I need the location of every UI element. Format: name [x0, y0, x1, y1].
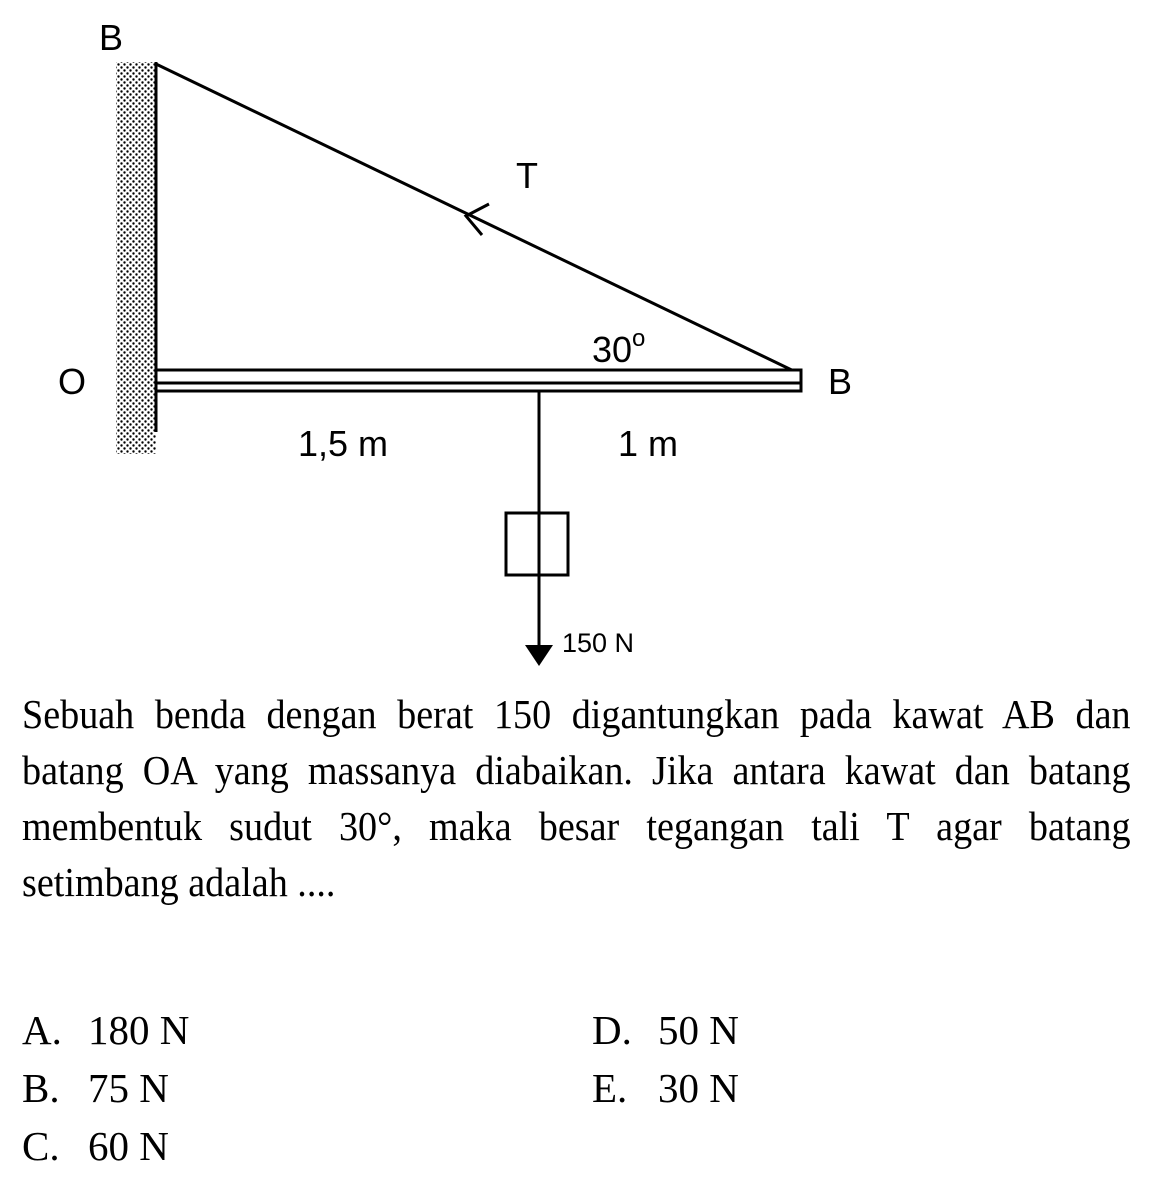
- weight-block: [506, 513, 568, 575]
- option-c[interactable]: [22, 1123, 169, 1169]
- option-letter: A.: [22, 1007, 62, 1053]
- option-letter: B.: [22, 1065, 60, 1111]
- option-b[interactable]: [22, 1065, 169, 1111]
- rod-oa: [156, 370, 801, 391]
- label-right-segment: 1 m: [618, 423, 679, 464]
- option-d[interactable]: [592, 1007, 739, 1053]
- wire-ab: [156, 64, 800, 374]
- option-letter: E.: [592, 1065, 628, 1111]
- label-left-segment: 1,5 m: [298, 423, 389, 464]
- label-angle: 30$^o$: [592, 325, 646, 370]
- wall-hatch: [116, 62, 156, 454]
- option-e[interactable]: [592, 1065, 739, 1111]
- option-value: 180 N: [88, 1007, 190, 1053]
- option-value: 50 N: [658, 1007, 739, 1053]
- label-pivot-o: O: [58, 361, 87, 402]
- option-letter: C.: [22, 1123, 60, 1169]
- option-value: 60 N: [88, 1123, 169, 1169]
- option-a[interactable]: [22, 1007, 190, 1053]
- label-end-b: B: [828, 361, 853, 402]
- option-value: 75 N: [88, 1065, 169, 1111]
- label-wall-top-b: B: [99, 17, 124, 58]
- weight-arrow-icon: [525, 645, 553, 666]
- option-value: 30 N: [658, 1065, 739, 1111]
- option-letter: D.: [592, 1007, 632, 1053]
- question-text: Sebuah benda dengan berat 150 digantungkan pada kawat AB dan batang OA yang massanya diabaikan. Jika antara kawat dan batang membentuk sudut 30°, maka besar tegangan tali T agar batang setimbang adalah ....: [22, 691, 1131, 905]
- label-weight: 150 N: [562, 628, 635, 658]
- label-tension: T: [516, 155, 538, 196]
